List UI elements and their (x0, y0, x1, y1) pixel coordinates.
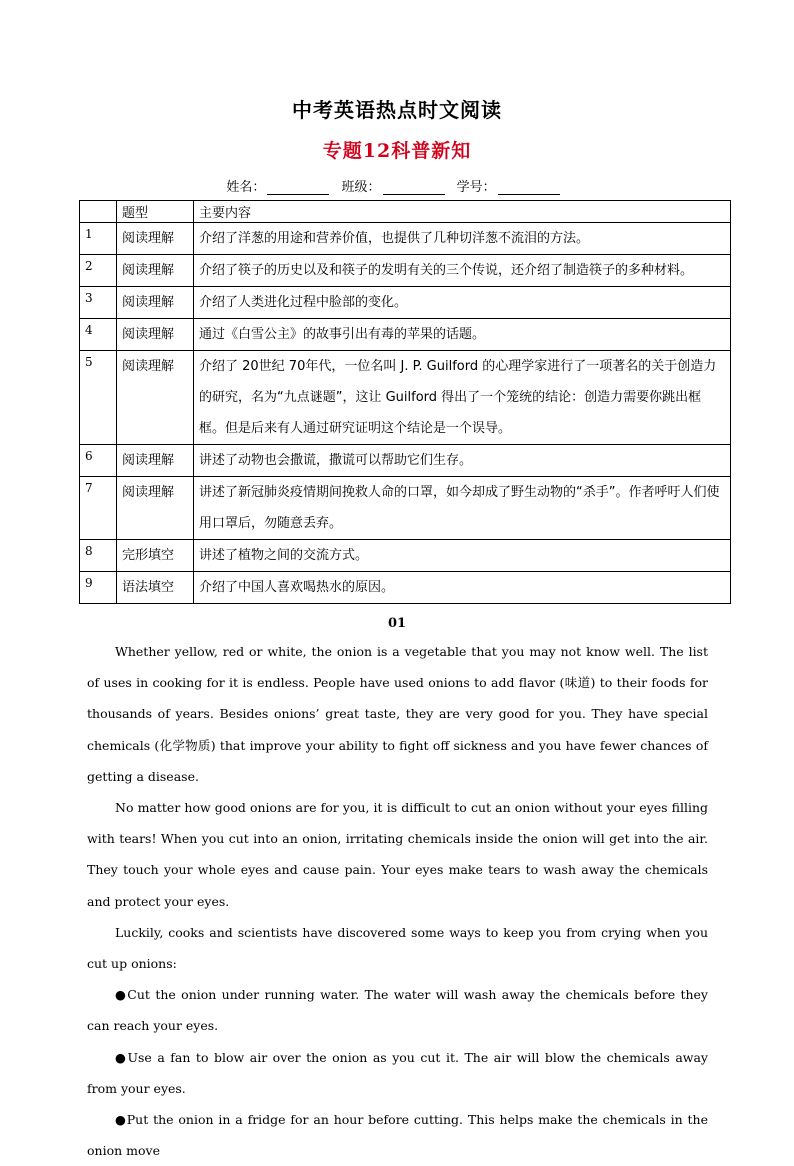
id-blank[interactable] (498, 182, 560, 195)
header-type: 题型 (117, 201, 194, 223)
row-num: 6 (80, 445, 117, 477)
row-content: 介绍了筷子的历史以及和筷子的发明有关的三个传说，还介绍了制造筷子的多种材料。 (194, 255, 731, 287)
row-type: 语法填空 (117, 572, 194, 604)
table-row (80, 540, 731, 572)
table-row (80, 255, 731, 287)
table-row (80, 287, 731, 319)
row-type: 阅读理解 (117, 445, 194, 477)
row-num: 9 (80, 572, 117, 604)
row-content: 通过《白雪公主》的故事引出有毒的苹果的话题。 (194, 319, 731, 351)
paragraph: No matter how good onions are for you, it is difficult to cut an onion without your eyes filling with tears! When you cut into an onion, irritating chemicals inside the onion will get into the air. They touch your whole eyes and cause pain. Your eyes make tears to wash away the chemicals and protect your eyes. (87, 800, 708, 909)
table-row (80, 572, 731, 604)
header-num (80, 201, 117, 223)
class-blank[interactable] (383, 182, 445, 195)
paragraph: Luckily, cooks and scientists have discovered some ways to keep you from crying when you cut up onions: (87, 924, 708, 972)
row-content: 介绍了人类进化过程中脸部的变化。 (194, 287, 731, 319)
article-body (87, 636, 708, 1166)
row-content: 讲述了新冠肺炎疫情期间挽救人命的口罩，如今却成了野生动物的“杀手”。作者呼吁人们使用口罩后，勿随意丢弃。 (194, 477, 731, 540)
table-row (80, 477, 731, 540)
row-content: 介绍了洋葱的用途和营养价值，也提供了几种切洋葱不流泪的方法。 (194, 223, 731, 255)
row-type: 阅读理解 (117, 477, 194, 540)
row-type: 阅读理解 (117, 287, 194, 319)
row-content: 讲述了植物之间的交流方式。 (194, 540, 731, 572)
table-row (80, 319, 731, 351)
table-row (80, 223, 731, 255)
table-header-row (80, 201, 731, 223)
row-num: 4 (80, 319, 117, 351)
row-content: 介绍了 20世纪 70年代，一位名叫 J. P. Guilford 的心理学家进行了一项著名的关于创造力的研究，名为“九点谜题”，这让 Guilford 得出了一个笼统的结论：创造力需要你跳出框框。但是后来有人通过研究证明这个结论是一个误导。 (194, 351, 731, 445)
row-num: 2 (80, 255, 117, 287)
bullet-item: ●Cut the onion under running water. The water will wash away the chemicals before they can reach your eyes. (87, 987, 708, 1034)
id-label: 学号： (456, 180, 496, 195)
row-num: 1 (80, 223, 117, 255)
bullet-item: ●Use a fan to blow air over the onion as you cut it. The air will blow the chemicals away from your eyes. (87, 1049, 708, 1096)
row-num: 3 (80, 287, 117, 319)
row-type: 阅读理解 (117, 319, 194, 351)
row-num: 7 (80, 477, 117, 540)
row-type: 完形填空 (117, 540, 194, 572)
name-blank[interactable] (267, 182, 329, 195)
student-info-line (0, 176, 794, 195)
page-subtitle: 专题12科普新知 (322, 140, 472, 162)
class-label: 班级： (341, 180, 381, 195)
header-content: 主要内容 (194, 201, 731, 223)
row-content: 介绍了中国人喜欢喝热水的原因。 (194, 572, 731, 604)
paragraph: Whether yellow, red or white, the onion is a vegetable that you may not know well. The list of uses in cooking for it is endless. People have used onions to add flavor (味道) to their foods for thousands of years. Besides onions’ great taste, they are very good for you. They have special chemicals (化学物质) that improve your ability to fight off sickness and you have fewer chances of getting a disease. (87, 644, 708, 784)
table-row (80, 351, 731, 445)
row-type: 阅读理解 (117, 223, 194, 255)
page-title: 中考英语热点时文阅读 (292, 98, 502, 122)
name-label: 姓名： (226, 180, 266, 195)
table-row (80, 445, 731, 477)
row-content: 讲述了动物也会撒谎，撒谎可以帮助它们生存。 (194, 445, 731, 477)
row-type: 阅读理解 (117, 255, 194, 287)
row-num: 8 (80, 540, 117, 572)
row-type: 阅读理解 (117, 351, 194, 445)
section-number: 01 (387, 616, 407, 631)
summary-table (79, 200, 731, 604)
bullet-item: ●Put the onion in a fridge for an hour before cutting. This helps make the chemicals in the onion move (87, 1112, 708, 1159)
row-num: 5 (80, 351, 117, 445)
